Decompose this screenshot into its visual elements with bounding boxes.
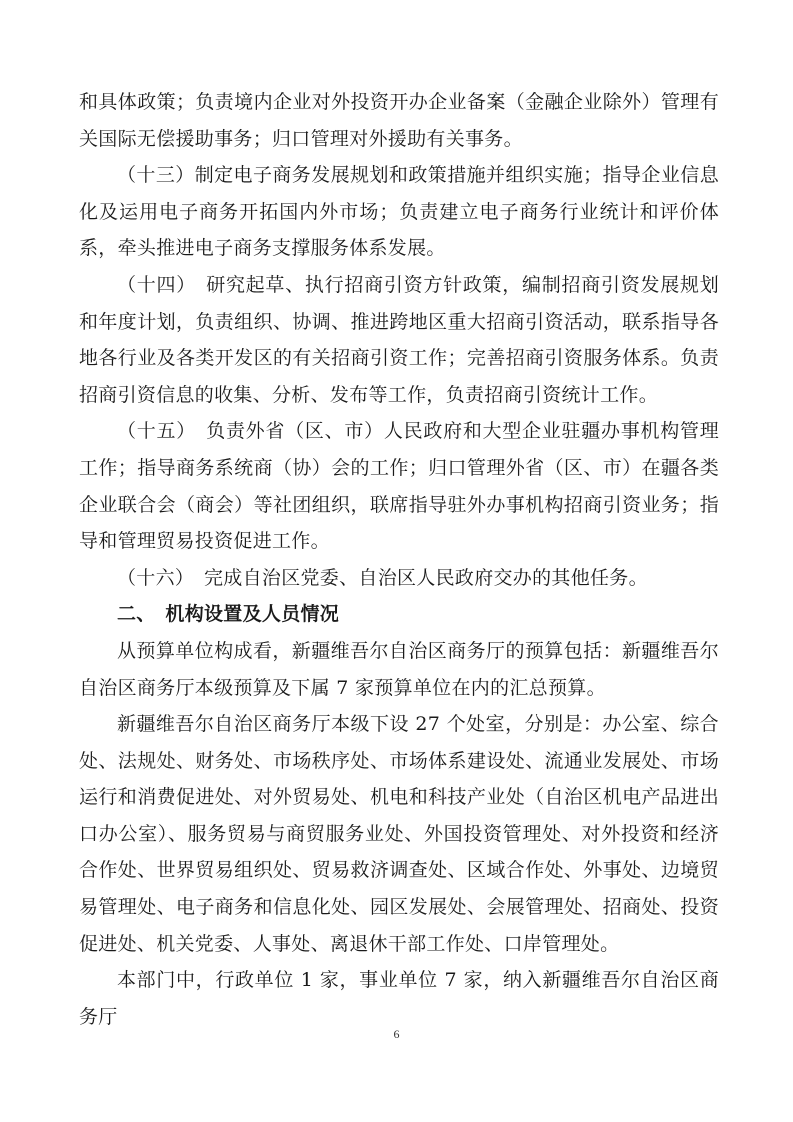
page-number: 6 (393, 1027, 400, 1041)
paragraph-continuation: 和具体政策；负责境内企业对外投资开办企业备案（金融企业除外）管理有关国际无偿援助事务；归口管理对外援助有关事务。 (79, 91, 719, 150)
paragraph-budget-composition: 从预算单位构成看，新疆维吾尔自治区商务厅的预算包括：新疆维吾尔自治区商务厅本级预算及下属 7 家预算单位在内的汇总预算。 (79, 639, 719, 699)
paragraph-item-15: （十五） 负责外省（区、市）人民政府和大型企业驻疆办事机构管理工作；指导商务系统商（协）会的工作；归口管理外省（区、市）在疆各类企业联合会（商会）等社团组织，联席指导驻外办事机构招商引资业务；指导和管理贸易投资促进工作。 (79, 420, 719, 553)
paragraph-units: 本部门中，行政单位 1 家，事业单位 7 家，纳入新疆维吾尔自治区商务厅 (79, 969, 719, 1028)
paragraph-item-13: （十三）制定电子商务发展规划和政策措施并组织实施；指导企业信息化及运用电子商务开拓国内外市场；负责建立电子商务行业统计和评价体系，牵头推进电子商务支撑服务体系发展。 (79, 164, 719, 260)
paragraph-item-14: （十四） 研究起草、执行招商引资方针政策，编制招商引资发展规划和年度计划，负责组织、协调、推进跨地区重大招商引资活动，联系指导各地各行业及各类开发区的有关招商引资工作；完善招商引资服务体系。负责招商引资信息的收集、分析、发布等工作，负责招商引资统计工作。 (79, 273, 719, 406)
paragraph-item-16: （十六） 完成自治区党委、自治区人民政府交办的其他任务。 (117, 566, 648, 589)
paragraph-departments: 新疆维吾尔自治区商务厅本级下设 27 个处室，分别是：办公室、综合处、法规处、财务处、市场秩序处、市场体系建设处、流通业发展处、市场运行和消费促进处、对外贸易处、机电和科技产业处（自治区机电产品进出口办公室）、服务贸易与商贸服务业处、外国投资管理处、对外投资和经济合作处、世界贸易组织处、贸易救济调查处、区域合作处、外事处、边境贸易管理处、电子商务和信息化处、园区发展处、会展管理处、招商处、投资促进处、机关党委、人事处、离退休干部工作处、口岸管理处。 (79, 713, 719, 955)
body-text (79, 84, 719, 1035)
section-heading: 二、 机构设置及人员情况 (117, 603, 340, 626)
